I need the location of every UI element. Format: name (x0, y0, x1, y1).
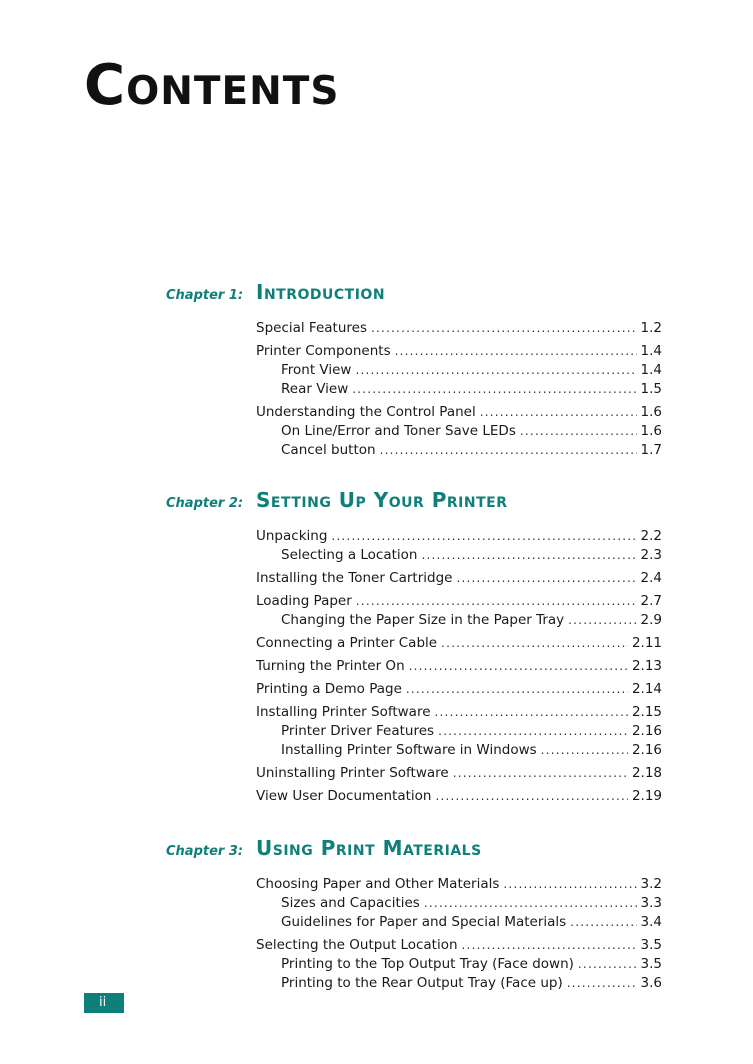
toc-list (0, 319, 753, 460)
toc-entry[interactable] (256, 342, 662, 361)
toc-subentry[interactable] (281, 422, 662, 441)
toc-entry[interactable] (256, 634, 662, 653)
toc-entry[interactable] (256, 764, 662, 783)
toc-subentry[interactable] (281, 546, 662, 565)
toc-entry[interactable] (256, 787, 662, 806)
toc-entry-label: On Line/Error and Toner Save LEDs (281, 423, 516, 439)
chapter-title: Introduction (256, 280, 386, 304)
toc-entry[interactable] (256, 527, 662, 546)
dot-leader (380, 441, 637, 460)
dot-leader (435, 703, 628, 722)
toc-entry-label: Installing the Toner Cartridge (256, 570, 453, 586)
toc-entry-label: Rear View (281, 381, 349, 397)
toc-page-number: 2.7 (640, 593, 662, 609)
dot-leader (371, 319, 637, 338)
chapter-2 (0, 488, 753, 806)
toc-page-number: 1.6 (640, 404, 662, 420)
toc-entry-label: Printer Driver Features (281, 723, 435, 739)
chapter-1 (0, 280, 753, 460)
chapter-3 (0, 836, 753, 993)
toc-entry-label: Choosing Paper and Other Materials (256, 876, 500, 892)
toc-entry-label: Printing to the Rear Output Tray (Face up) (281, 975, 563, 991)
dot-leader (480, 403, 637, 422)
dot-leader (568, 611, 636, 630)
toc-entry[interactable] (256, 657, 662, 676)
toc-entry-label: Installing Printer Software (256, 704, 431, 720)
toc-page-number: 3.5 (640, 956, 662, 972)
toc-page-number: 3.4 (640, 914, 662, 930)
dot-leader (456, 569, 636, 588)
dot-leader (435, 787, 627, 806)
toc-entry-label: Unpacking (256, 528, 328, 544)
chapter-heading (0, 836, 753, 866)
toc-entry-label: Cancel button (281, 442, 376, 458)
dot-leader (441, 634, 628, 653)
dot-leader (520, 422, 637, 441)
chapter-label: Chapter 2: (166, 496, 244, 511)
toc-subentry[interactable] (281, 722, 662, 741)
toc-entry[interactable] (256, 936, 662, 955)
page-number-tab (84, 993, 124, 1013)
toc-subentry[interactable] (281, 441, 662, 460)
toc-subentry[interactable] (281, 361, 662, 380)
toc-page-number: 2.18 (631, 765, 662, 781)
dot-leader (567, 974, 637, 993)
toc-entry[interactable] (256, 680, 662, 699)
chapter-heading (0, 488, 753, 518)
toc-subentry[interactable] (281, 380, 662, 399)
toc-page-number: 3.6 (640, 975, 662, 991)
toc-entry-label: View User Documentation (256, 788, 432, 804)
chapter-title: Using Print Materials (256, 836, 482, 860)
toc-page-number: 2.19 (631, 788, 662, 804)
toc-page-number: 2.16 (631, 742, 662, 758)
toc-entry-label: Special Features (256, 320, 367, 336)
page-number: ii (99, 995, 107, 1010)
toc-page-number: 2.2 (640, 528, 662, 544)
toc-entry[interactable] (256, 592, 662, 611)
chapter-label: Chapter 1: (166, 288, 244, 303)
toc-list (0, 875, 753, 993)
dot-leader (355, 361, 636, 380)
toc-entry-label: Printing to the Top Output Tray (Face down) (281, 956, 574, 972)
dot-leader (352, 380, 636, 399)
toc-entry[interactable] (256, 569, 662, 588)
dot-leader (503, 875, 636, 894)
toc-page-number: 2.4 (640, 570, 662, 586)
chapter-title: Setting Up Your Printer (256, 488, 508, 512)
toc-entry-label: Selecting a Location (281, 547, 418, 563)
toc-page-number: 2.14 (631, 681, 662, 697)
toc-entry-label: Front View (281, 362, 352, 378)
toc-entry-label: Changing the Paper Size in the Paper Tray (281, 612, 565, 628)
toc-page-number: 1.4 (640, 343, 662, 359)
dot-leader (453, 764, 628, 783)
dot-leader (424, 894, 637, 913)
toc-list (0, 527, 753, 806)
toc-page-number: 2.15 (631, 704, 662, 720)
toc-entry[interactable] (256, 875, 662, 894)
dot-leader (331, 527, 636, 546)
toc-entry-label: Printer Components (256, 343, 391, 359)
toc-entry-label: Uninstalling Printer Software (256, 765, 449, 781)
dot-leader (578, 955, 637, 974)
dot-leader (462, 936, 637, 955)
toc-entry-label: Sizes and Capacities (281, 895, 420, 911)
toc-subentry[interactable] (281, 894, 662, 913)
toc-entry[interactable] (256, 703, 662, 722)
toc-entry-label: Printing a Demo Page (256, 681, 402, 697)
toc-entry-label: Selecting the Output Location (256, 937, 458, 953)
toc-entry-label: Turning the Printer On (256, 658, 405, 674)
toc-page-number: 2.9 (640, 612, 662, 628)
dot-leader (438, 722, 628, 741)
page-title: Contents (84, 53, 340, 118)
toc-page-number: 1.6 (640, 423, 662, 439)
toc-page-number: 3.5 (640, 937, 662, 953)
toc-page-number: 3.2 (640, 876, 662, 892)
dot-leader (541, 741, 628, 760)
toc-entry-label: Understanding the Control Panel (256, 404, 476, 420)
dot-leader (356, 592, 637, 611)
dot-leader (406, 680, 628, 699)
toc-page-number: 1.5 (640, 381, 662, 397)
chapter-label: Chapter 3: (166, 844, 244, 859)
toc-page-number: 2.3 (640, 547, 662, 563)
toc-entry-label: Loading Paper (256, 593, 352, 609)
dot-leader (421, 546, 636, 565)
toc-page-number: 1.7 (640, 442, 662, 458)
toc-entry-label: Installing Printer Software in Windows (281, 742, 537, 758)
toc-subentry[interactable] (281, 974, 662, 993)
toc-page-number: 1.2 (640, 320, 662, 336)
dot-leader (395, 342, 637, 361)
toc-page-number: 2.13 (631, 658, 662, 674)
toc-page-number: 1.4 (640, 362, 662, 378)
toc-subentry[interactable] (281, 611, 662, 630)
dot-leader (570, 913, 636, 932)
toc-entry-label: Guidelines for Paper and Special Materials (281, 914, 567, 930)
toc-subentry[interactable] (281, 913, 662, 932)
chapter-heading (0, 280, 753, 310)
toc-entry[interactable] (256, 319, 662, 338)
toc-page-number: 3.3 (640, 895, 662, 911)
toc-entry[interactable] (256, 403, 662, 422)
toc-page-number: 2.11 (631, 635, 662, 651)
dot-leader (409, 657, 628, 676)
toc-subentry[interactable] (281, 741, 662, 760)
toc-page-number: 2.16 (631, 723, 662, 739)
toc-subentry[interactable] (281, 955, 662, 974)
toc-entry-label: Connecting a Printer Cable (256, 635, 438, 651)
